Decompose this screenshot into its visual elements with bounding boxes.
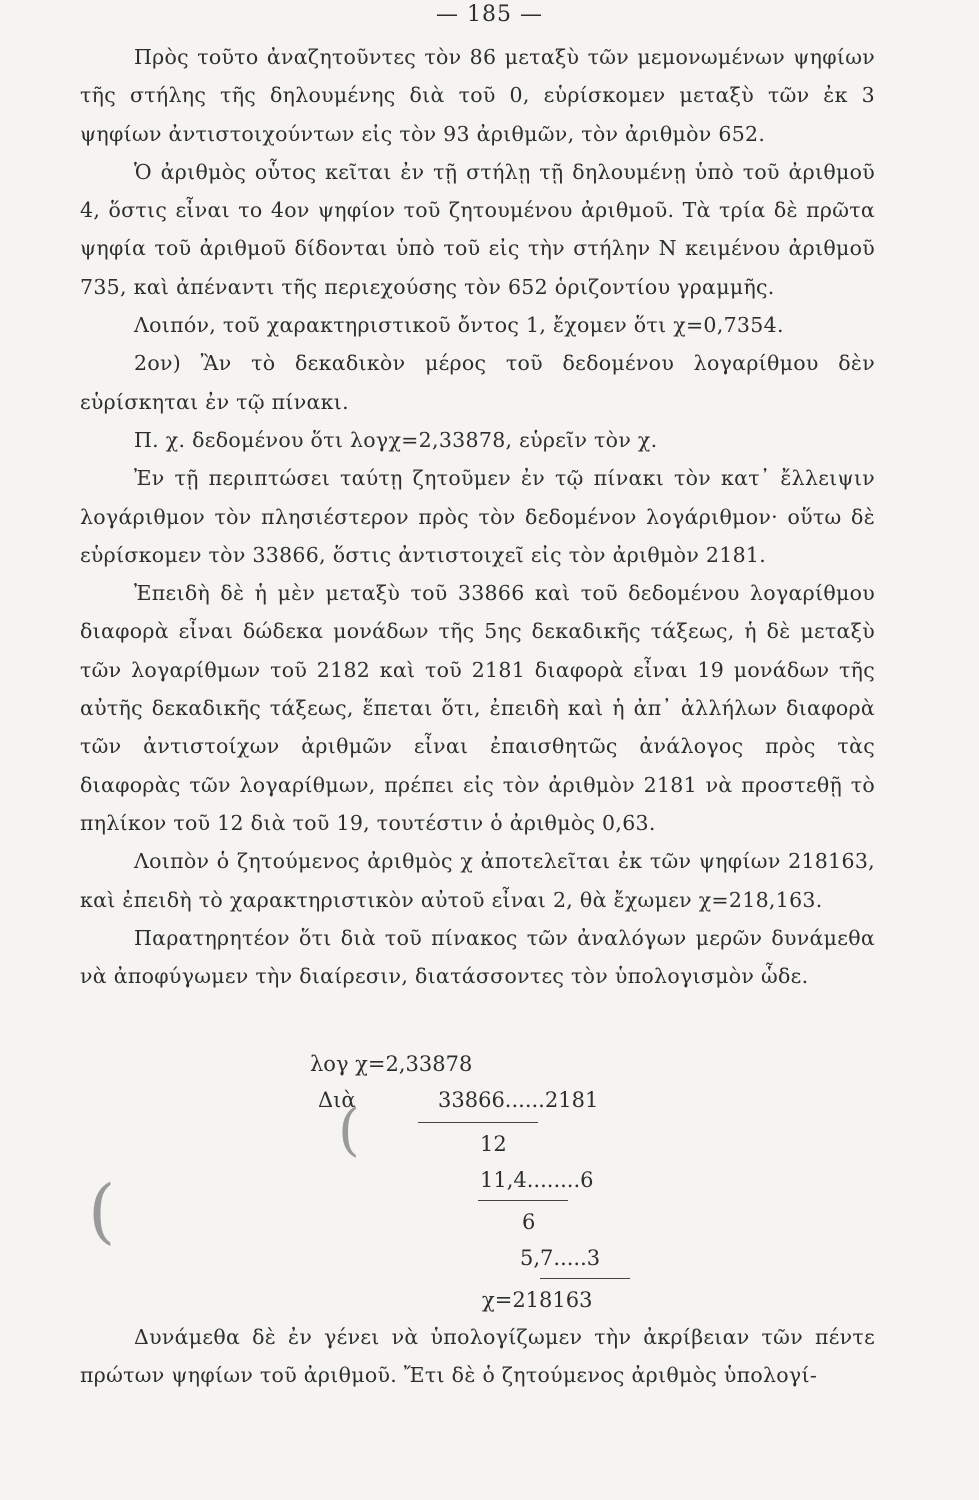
paragraph: Π. χ. δεδομένου ὅτι λογχ=2,33878, εὑρεῖν τὸν χ.: [134, 427, 658, 452]
page-number: — 185 —: [436, 2, 543, 27]
calc-result: χ=218163: [482, 1288, 593, 1312]
calc-rule: [418, 1122, 538, 1123]
paragraph: Λοιπὸν ὁ ζητούμενος ἀριθμὸς χ ἀποτελεῖται ἐκ τῶν ψηφίων 218163, καὶ ἐπειδὴ τὸ χαρακτηριστικὸν αὐτοῦ εἶναι 2, θὰ ἔχωμεν χ=218,163.: [80, 849, 875, 912]
calc-line-subtrahend: 33866......2181: [438, 1088, 599, 1112]
calc-line-partial: 11,4........6: [480, 1168, 594, 1192]
calc-rule: [478, 1200, 568, 1201]
calc-label-dia: Διὰ: [318, 1088, 356, 1112]
paragraph: 2ον) Ἂν τὸ δεκαδικὸν μέρος τοῦ δεδομένου λογαρίθμου δὲν εὑρίσκηται ἐν τῷ πίνακι.: [80, 351, 875, 414]
paragraph: Πρὸς τοῦτο ἀναζητοῦντες τὸν 86 μεταξὺ τῶν μεμονωμένων ψηφίων τῆς στήλης τῆς δηλουμένης διὰ τοῦ 0, εὑρίσκομεν μεταξὺ τῶν ἐκ 3 ψηφίων ἀντιστοιχούντων εἰς τὸν 93 ἀριθμῶν, τὸν ἀριθμὸν 652.: [80, 45, 875, 146]
calc-line-remainder: 12: [480, 1132, 507, 1156]
calc-line-partial-2: 5,7.....3: [520, 1246, 601, 1270]
paragraph: Ἐπειδὴ δὲ ἡ μὲν μεταξὺ τοῦ 33866 καὶ τοῦ δεδομένου λογαρίθμου διαφορὰ εἶναι δώδεκα μονάδων τῆς 5ης δεκαδικῆς τάξεως, ἡ δὲ μεταξὺ τῶν λογαρίθμων τοῦ 2182 καὶ τοῦ 2181 διαφορὰ εἶναι 19 μονάδων τῆς αὐτῆς δεκαδικῆς τάξεως, ἕπεται ὅτι, ἐπειδὴ καὶ ἡ ἀπ᾽ ἀλλήλων διαφορὰ τῶν ἀντιστοίχων ἀριθμῶν εἶναι ἐπαισθητῶς ἀνάλογος πρὸς τὰς διαφορὰς τῶν λογαρίθμων, πρέπει εἰς τὸν ἀριθμὸν 2181 νὰ προστεθῇ τὸ πηλίκον τοῦ 12 διὰ τοῦ 19, τουτέστιν ὁ ἀριθμὸς 0,63.: [80, 581, 875, 835]
calc-line-log: λογ χ=2,33878: [310, 1052, 473, 1076]
pencil-mark: (: [338, 1098, 360, 1163]
pencil-mark: (: [88, 1170, 116, 1252]
calc-rule: [540, 1278, 630, 1279]
paragraph: Ὁ ἀριθμὸς οὗτος κεῖται ἐν τῇ στήλῃ τῇ δηλουμένῃ ὑπὸ τοῦ ἀριθμοῦ 4, ὅστις εἶναι το 4ον ψηφίον τοῦ ζητουμένου ἀριθμοῦ. Τὰ τρία δὲ πρῶτα ψηφία τοῦ ἀριθμοῦ δίδονται ὑπὸ τοῦ εἰς τὴν στήλην N κειμένου ἀριθμοῦ 735, καὶ ἀπέναντι τῆς περιεχούσης τὸν 652 ὁριζοντίου γραμμῆς.: [80, 159, 875, 299]
paragraph: Ἐν τῇ περιπτώσει ταύτῃ ζητοῦμεν ἐν τῷ πίνακι τὸν κατ᾽ ἔλλειψιν λογάριθμον τὸν πλησιέστερον πρὸς τὸν δεδομένον λογάριθμον· οὕτω δὲ εὑρίσκομεν τὸν 33866, ὅστις ἀντιστοιχεῖ εἰς τὸν ἀριθμὸν 2181.: [80, 466, 875, 567]
paragraph: Δυνάμεθα δὲ ἐν γένει νὰ ὑπολογίζωμεν τὴν ἀκρίβειαν τῶν πέντε πρώτων ψηφίων τοῦ ἀριθμοῦ. Ἔτι δὲ ὁ ζητούμενος ἀριθμὸς ὑπολογί-: [80, 1325, 875, 1388]
main-text: [80, 38, 875, 995]
calc-line-remainder-2: 6: [522, 1210, 536, 1234]
paragraph: Παρατηρητέον ὅτι διὰ τοῦ πίνακος τῶν ἀναλόγων μερῶν δυνάμεθα νὰ ἀποφύγωμεν τὴν διαίρεσιν, διατάσσοντες τὸν ὑπολογισμὸν ὧδε.: [80, 925, 875, 989]
continuation-text: [80, 1318, 875, 1395]
paragraph: Λοιπόν, τοῦ χαρακτηριστικοῦ ὄντος 1, ἔχομεν ὅτι χ=0,7354.: [134, 313, 784, 338]
